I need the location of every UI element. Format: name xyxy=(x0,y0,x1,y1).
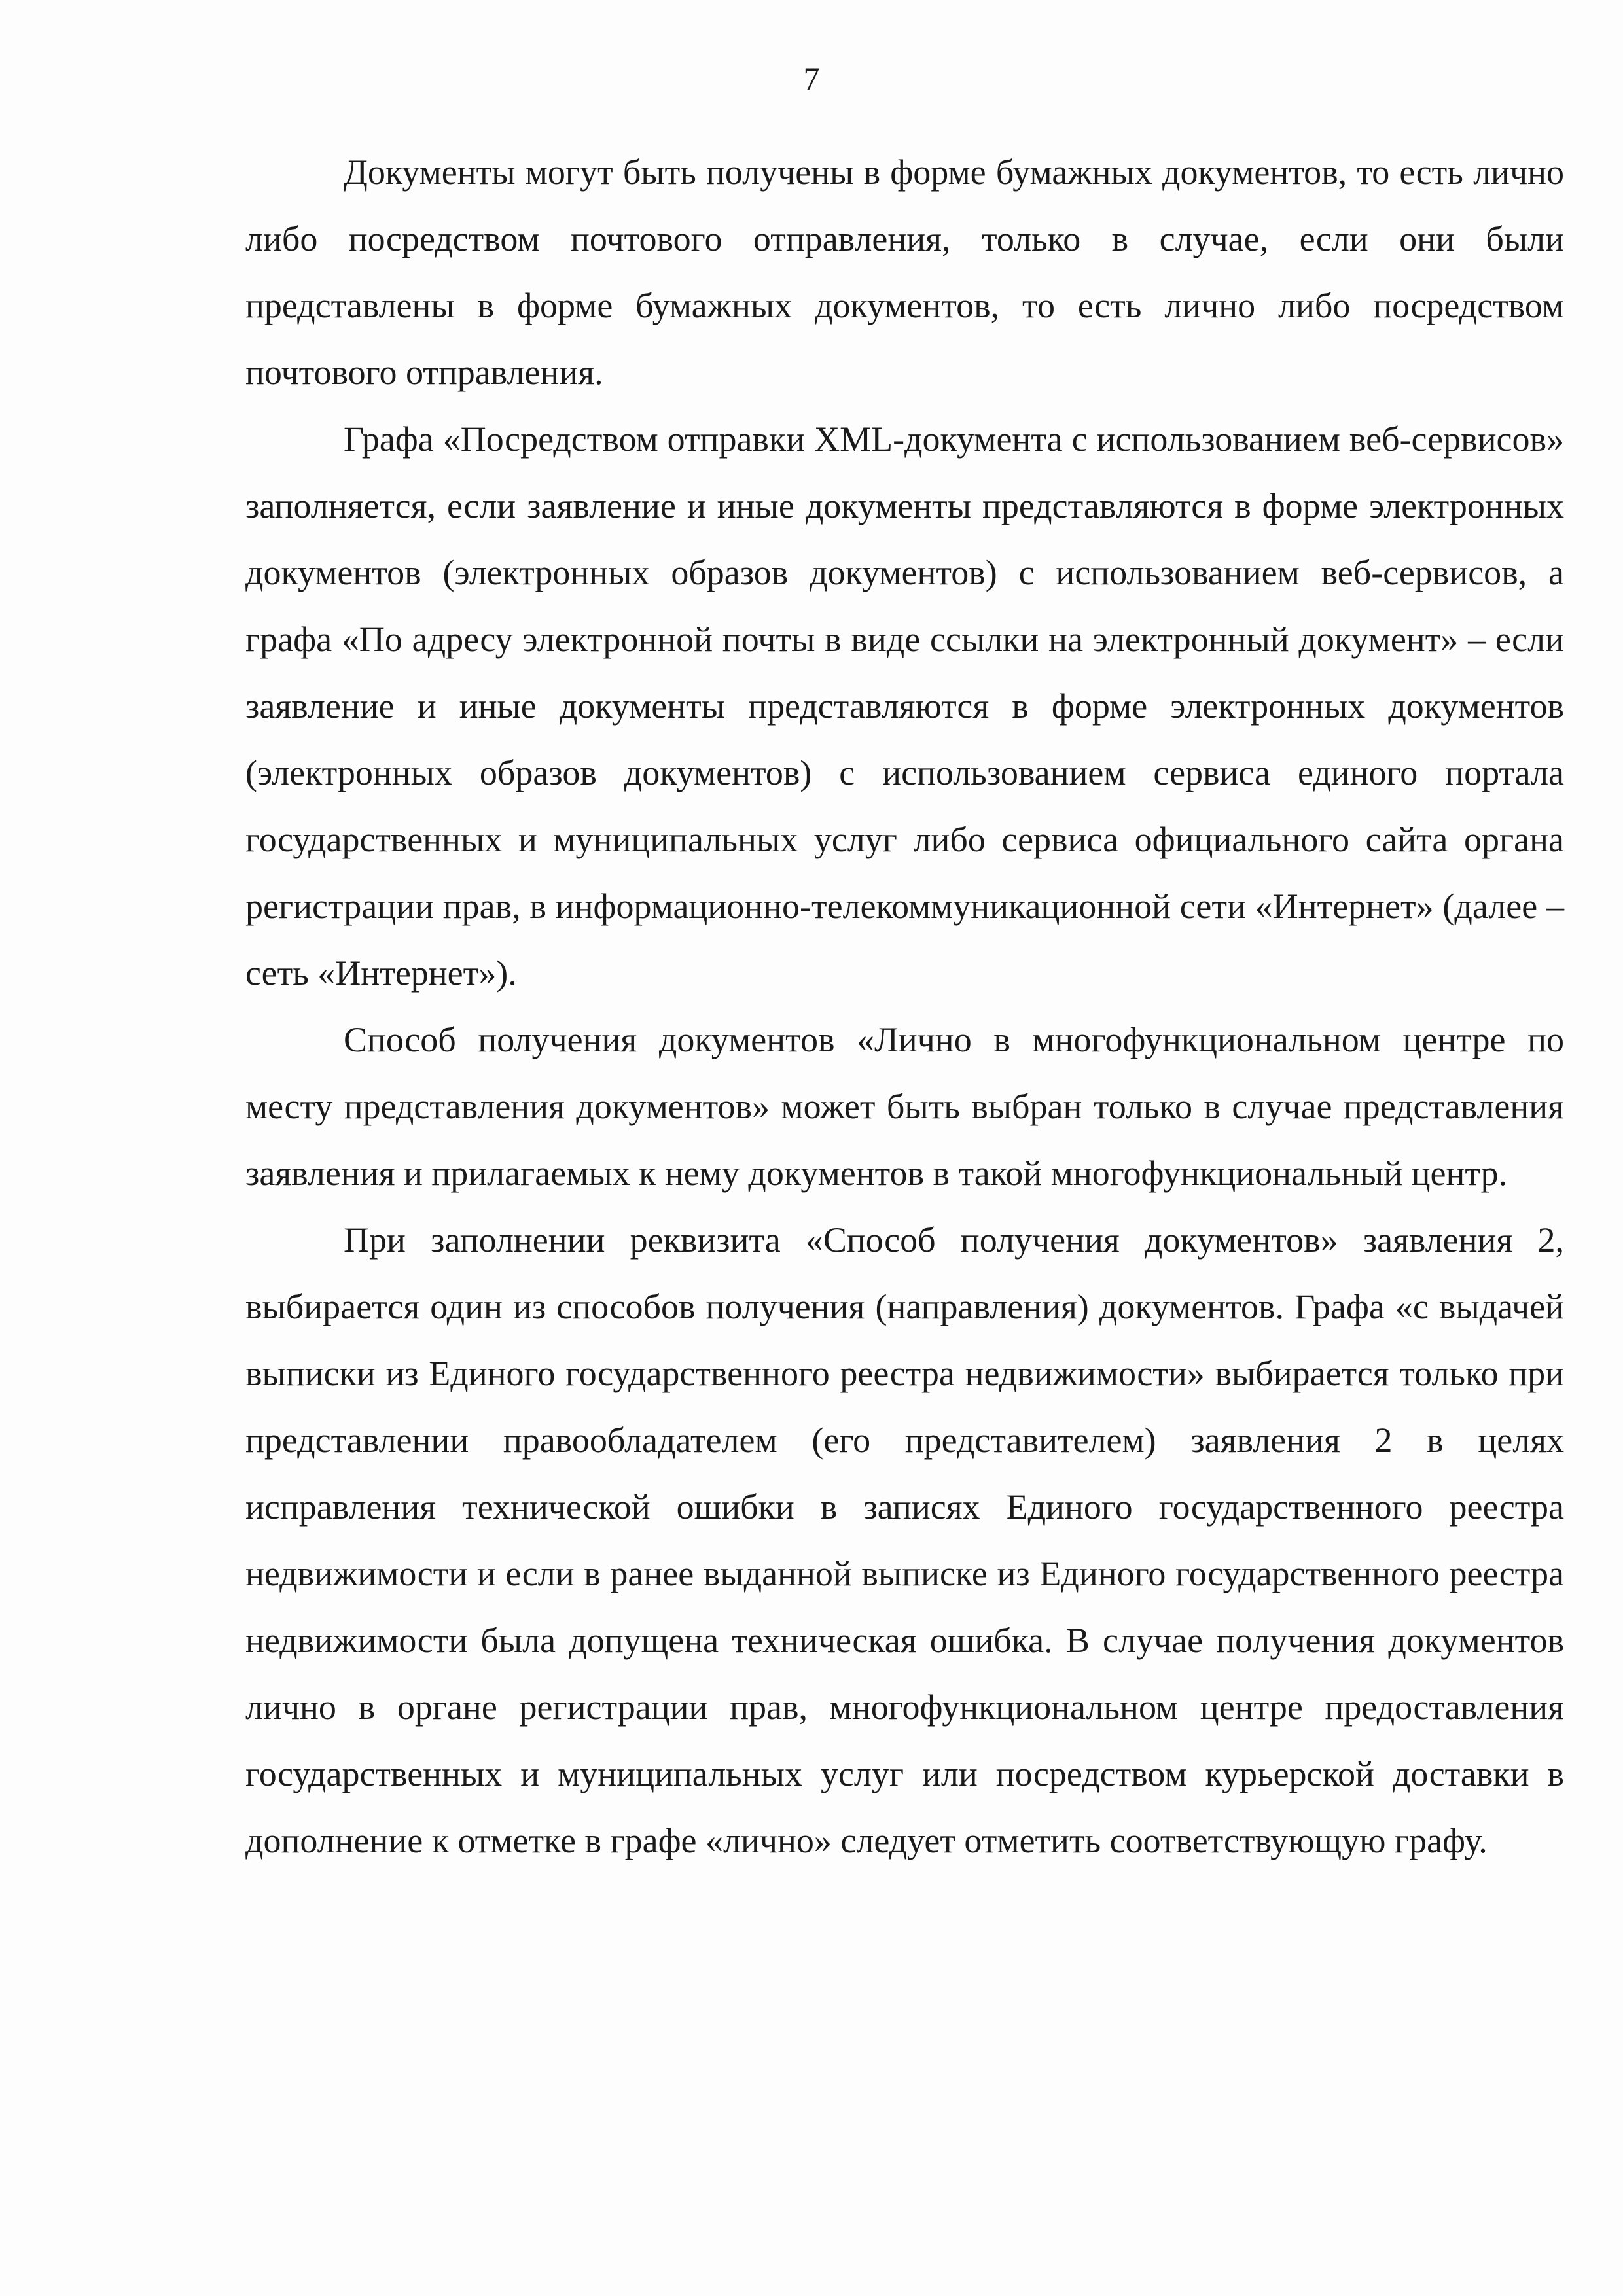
paragraph-paper-documents: Документы могут быть получены в форме бумажных документов, то есть лично либо посредством почтового отправления, только в случае, если они были представлены в форме бумажных документов, то есть лично либо посредством почтового отправления. xyxy=(245,152,1564,392)
document-body xyxy=(245,139,1564,1874)
paragraph-receipt-method: При заполнении реквизита «Способ получения документов» заявления 2, выбирается один из способов получения (направления) документов. Графа «с выдачей выписки из Единого государственного реестра недвижимости» выбирается только при представлении правообладателем (его представителем) заявления 2 в целях исправления технической ошибки в записях Единого государственного реестра недвижимости и если в ранее выданной выписке из Единого государственного реестра недвижимости была допущена техническая ошибка. В случае получения документов лично в органе регистрации прав, многофункциональном центре предоставления государственных и муниципальных услуг или посредством курьерской доставки в дополнение к отметке в графе «лично» следует отметить соответствующую графу. xyxy=(245,1220,1564,1860)
paragraph-multifunctional-center: Способ получения документов «Лично в многофункциональном центре по месту представления документов» может быть выбран только в случае представления заявления и прилагаемых к нему документов в такой многофункциональный центр. xyxy=(245,1020,1564,1193)
page-number: 7 xyxy=(803,60,820,97)
paragraph-xml-web-services: Графа «Посредством отправки XML-документа с использованием веб-сервисов» заполняется, если заявление и иные документы представляются в форме электронных документов (электронных образов документов) с использованием веб-сервисов, а графа «По адресу электронной почты в виде ссылки на электронный документ» – если заявление и иные документы представляются в форме электронных документов (электронных образов документов) с использованием сервиса единого портала государственных и муниципальных услуг либо сервиса официального сайта органа регистрации прав, в информационно-телекоммуникационной сети «Интернет» (далее – сеть «Интернет»). xyxy=(245,419,1564,993)
